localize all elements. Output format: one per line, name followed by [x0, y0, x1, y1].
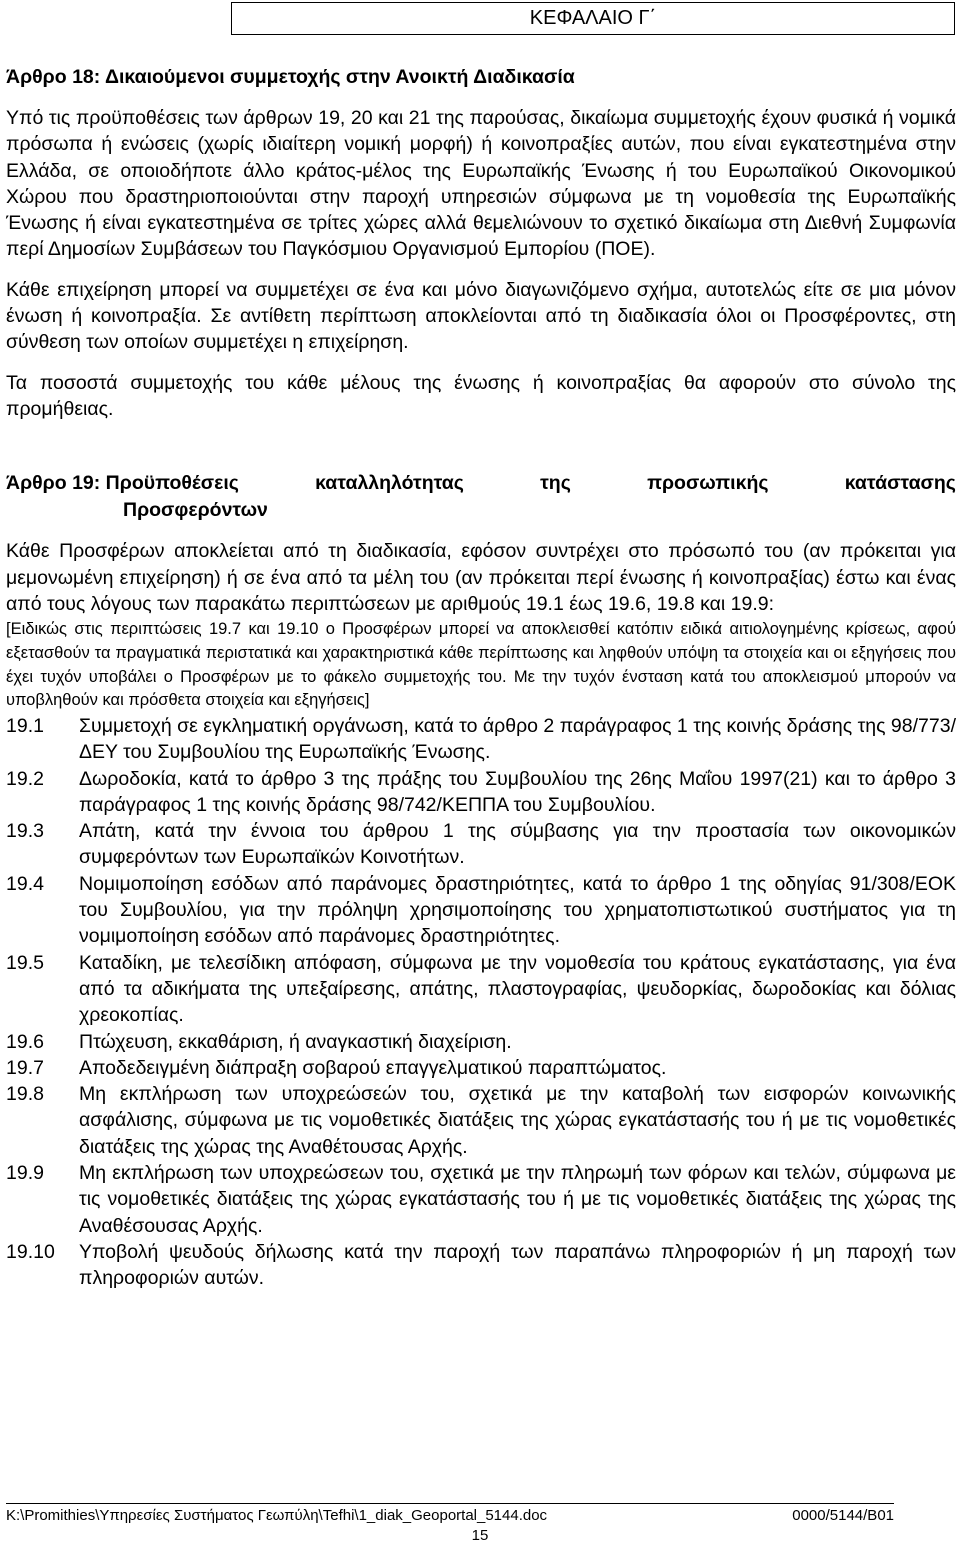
- list-item-number: 19.2: [6, 767, 44, 790]
- list-item-text: Πτώχευση, εκκαθάριση, ή αναγκαστική διαχείριση.: [79, 1030, 512, 1053]
- list-item-number: 19.1: [6, 714, 44, 737]
- footer-file-path: K:\Promithies\Υπηρεσίες Συστήματος Γεωπύλη\Tefhi\1_diak_Geoportal_5144.doc: [6, 1507, 548, 1524]
- list-item-text: Δωροδοκία, κατά το άρθρο 3 της πράξης του Συμβουλίου της 26ης Μαΐου 1997(21) και το άρθρο 3 παράγραφος 1 της κοινής δράσης 98/742/ΚΕΠΠΑ του Συμβουλίου.: [79, 767, 956, 816]
- article-18-paragraph-3: Τα ποσοστά συμμετοχής του κάθε μέλους της ένωσης ή κοινοπραξίας θα αφορούν στο σύνολο της προμήθειας.: [6, 371, 956, 420]
- list-item-text: Υποβολή ψευδούς δήλωσης κατά την παροχή των παραπάνω πληροφοριών ή μη παροχή των πληροφοριών αυτών.: [79, 1240, 956, 1290]
- list-item-text: Νομιμοποίηση εσόδων από παράνομες δραστηριότητες, κατά το άρθρο 1 της οδηγίας 91/308/ΕΟΚ του Συμβουλίου, για την πρόληψη χρησιμοποίησης του χρηματοπιστωτικού συστήματος για τη νομιμοποίηση εσόδων από παράνομες δραστηριότητες.: [79, 872, 956, 948]
- list-item: [6, 1081, 956, 1160]
- article-18-title: Άρθρο 18: Δικαιούμενοι συμμετοχής στην Ανοικτή Διαδικασία: [6, 66, 575, 88]
- page-number: 15: [471, 1527, 489, 1544]
- list-item-text: Μη εκπλήρωση των υποχρεώσεων του, σχετικά με την πληρωμή των φόρων και τελών, σύμφωνα με τις νομοθετικές διατάξεις της χώρας εγκατάστασής του ή με τις νομοθετικές διατάξεις της χώρας της Αναθέσουσας Αρχής.: [79, 1162, 956, 1237]
- footer-divider: [6, 1503, 894, 1504]
- list-item: [6, 713, 956, 766]
- document-body: [6, 64, 956, 1292]
- article-18-paragraph-2: Κάθε επιχείρηση μπορεί να συμμετέχει σε ένα και μόνο διαγωνιζόμενο σχήμα, αυτοτελώς είτε σε μια μόνον ένωση ή κοινοπραξία. Σε αντίθετη περίπτωση αποκλείονται από τη διαδικασία όλοι οι Προσφέροντες, στη σύνθεση των οποίων συμμετέχει η επιχείρηση.: [6, 278, 956, 354]
- list-item-number: 19.5: [6, 951, 44, 974]
- list-item-text: Απάτη, κατά την έννοια του άρθρου 1 της σύμβασης για την προστασία των οικονομικών συμφερόντων των Ευρωπαϊκών Κοινοτήτων.: [79, 820, 956, 869]
- list-item: [6, 950, 956, 1029]
- article-19-title: Άρθρο 19: Προϋποθέσεις καταλληλότητας της προσωπικής κατάστασης: [6, 472, 956, 495]
- list-item: [6, 1160, 956, 1239]
- list-item-text: Αποδεδειγμένη διάπραξη σοβαρού επαγγελματικού παραπτώματος.: [79, 1056, 667, 1079]
- list-item: [6, 871, 956, 950]
- list-item-number: 19.3: [6, 820, 44, 843]
- article-19-title-line-2: Προσφερόντων: [123, 499, 268, 522]
- list-item: [6, 766, 956, 819]
- list-item-number: 19.9: [6, 1162, 44, 1185]
- chapter-heading: ΚΕΦΑΛΑΙΟ Γ΄: [231, 2, 955, 35]
- article-19-intro: Κάθε Προσφέρων αποκλείεται από τη διαδικασία, εφόσον συντρέχει στο πρόσωπό του (αν πρόκειται για μεμονωμένη επιχείρηση) ή σε ένα από τα μέλη του (αν πρόκειται περί ένωσης ή κοινοπραξίας) έστω και ένας από τους λόγους των παρακάτω περιπτώσεων με αριθμούς 19.1 έως 19.6, 19.8 και 19.9:: [6, 540, 956, 615]
- list-item: [6, 818, 956, 871]
- list-item-number: 19.10: [6, 1240, 55, 1263]
- list-item: [6, 1055, 956, 1081]
- footer-document-code: 0000/5144/B01: [792, 1507, 894, 1524]
- list-item: [6, 1029, 956, 1055]
- list-item-number: 19.4: [6, 872, 44, 895]
- footer: [6, 1507, 894, 1524]
- article-19-note: [Ειδικώς στις περιπτώσεις 19.7 και 19.10 ο Προσφέρων μπορεί να αποκλεισθεί κατόπιν ειδικά αιτιολογημένης κρίσεως, αφού εξετασθούν τα πραγματικά περιστατικά και χαρακτηριστικά κάθε περίπτωσης και ληφθούν υπόψη τα στοιχεία και οι εξηγήσεις που έχει τυχόν υποβάλει ο Προσφέρων με το φάκελο συμμετοχής του. Με την τυχόν ένσταση κατά του αποκλεισμού μπορούν να υποβληθούν και πρόσθετα στοιχεία και εξηγήσεις]: [6, 620, 956, 710]
- list-item-number: 19.6: [6, 1030, 44, 1053]
- list-item-text: Καταδίκη, με τελεσίδικη απόφαση, σύμφωνα με την νομοθεσία του κράτους εγκατάστασης, για ένα από τα αδικήματα της υπεξαίρεσης, απάτης, πλαστογραφίας, ψευδορκίας, δωροδοκίας και δόλιας χρεοκοπίας.: [79, 951, 956, 1027]
- list-item-text: Συμμετοχή σε εγκληματική οργάνωση, κατά το άρθρο 2 παράγραφος 1 της κοινής δράσης της 98/773/ΔΕΥ του Συμβουλίου της Ευρωπαϊκής Ένωσης.: [79, 714, 956, 764]
- article-18-paragraph-1: Υπό τις προϋποθέσεις των άρθρων 19, 20 και 21 της παρούσας, δικαίωμα συμμετοχής έχουν φυσικά ή νομικά πρόσωπα ή ενώσεις (χωρίς ιδιαίτερη νομική μορφή) ή κοινοπραξίες αυτών, που είναι εγκατεστημένα στην Ελλάδα, σε οποιοδήποτε άλλο κράτος-μέλος της Ευρωπαϊκής Ένωσης ή του Ευρωπαϊκού Οικονομικού Χώρου που δραστηριοποιούνται στην παροχή υπηρεσιών σύμφωνα με τη νομοθεσία της Ευρωπαϊκής Ένωσης ή είναι εγκατεστημένα σε τρίτες χώρες αλλά θεμελιώνουν το σχετικό δικαίωμα στη Διεθνή Συμφωνία περί Δημοσίων Συμβάσεων του Παγκόσμιου Οργανισμού Εμπορίου (ΠΟΕ).: [6, 107, 956, 261]
- list-item-number: 19.8: [6, 1083, 44, 1106]
- list-item-number: 19.7: [6, 1056, 44, 1079]
- list-item-text: Μη εκπλήρωση των υποχρεώσεών του, σχετικά με την καταβολή των εισφορών κοινωνικής ασφάλισης, σύμφωνα με τις νομοθετικές διατάξεις της χώρας εγκατάστασής του ή με τις νομοθετικές διατάξεις της χώρας της Αναθέτουσας Αρχής.: [79, 1083, 956, 1158]
- list-item: [6, 1239, 956, 1292]
- exclusion-list: [6, 713, 956, 1292]
